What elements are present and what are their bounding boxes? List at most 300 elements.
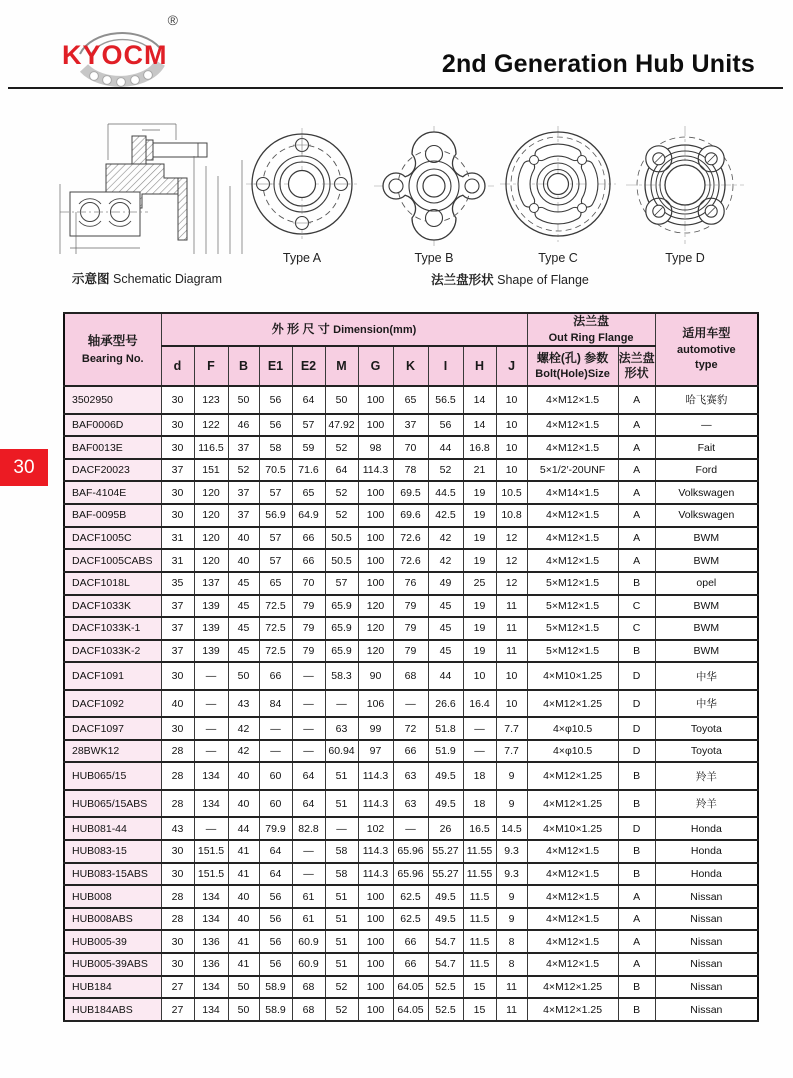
dim-cell: 60.9: [292, 930, 325, 953]
flange-shape-cell: A: [618, 527, 655, 550]
table-row: [64, 617, 758, 640]
dim-cell: 65.9: [325, 640, 358, 663]
dim-cell: 44.5: [428, 481, 463, 504]
flange-shape-header: 法兰盘 形状: [618, 346, 655, 386]
dim-cell: 47.92: [325, 414, 358, 437]
dim-cell: 60.9: [292, 953, 325, 976]
dim-cell: 52: [325, 481, 358, 504]
dim-cell: 45: [428, 595, 463, 618]
header-rule: [8, 87, 783, 89]
dim-cell: —: [259, 740, 292, 763]
dim-cell: 15: [463, 976, 496, 999]
dim-cell: 120: [194, 549, 228, 572]
dim-cell: 42: [428, 549, 463, 572]
dim-cell: 139: [194, 595, 228, 618]
flange-type-c-diagram: [500, 126, 616, 242]
automotive-type-cell: BWM: [655, 549, 758, 572]
flange-shape-cell: D: [618, 662, 655, 689]
dim-cell: 60.94: [325, 740, 358, 763]
automotive-type-cell: 哈飞赛豹: [655, 386, 758, 413]
table-row: [64, 930, 758, 953]
dim-cell: 136: [194, 930, 228, 953]
dim-cell: 66: [393, 740, 428, 763]
bearing-no-cell: DACF1033K-1: [64, 617, 161, 640]
dim-cell: 12: [496, 549, 527, 572]
automotive-type-cell: Ford: [655, 459, 758, 482]
dim-cell: 137: [194, 572, 228, 595]
bearing-no-cell: BAF-0095B: [64, 504, 161, 527]
dim-cell: 11.5: [463, 885, 496, 908]
dim-cell: 79: [292, 640, 325, 663]
automotive-type-cell: Nissan: [655, 930, 758, 953]
dim-cell: 70: [393, 436, 428, 459]
automotive-type-cell: BWM: [655, 617, 758, 640]
dim-cell: 37: [161, 617, 194, 640]
dim-cell: 9: [496, 908, 527, 931]
dim-cell: 68: [292, 976, 325, 999]
dim-cell: —: [325, 817, 358, 840]
dim-cell: 28: [161, 908, 194, 931]
flange-type-b-label: Type B: [414, 251, 454, 265]
flange-shape-cell: A: [618, 504, 655, 527]
dim-cell: 43: [228, 690, 259, 717]
dim-cell: 11: [496, 595, 527, 618]
dim-cell: 57: [259, 527, 292, 550]
dim-cell: 100: [358, 976, 393, 999]
bolt-size-header: 螺栓(孔) 参数 Bolt(Hole)Size: [527, 346, 618, 386]
dim-cell: 60: [259, 762, 292, 789]
dim-cell: 52.5: [428, 976, 463, 999]
dim-cell: 66: [292, 527, 325, 550]
dim-cell: 41: [228, 840, 259, 863]
dim-cell: 123: [194, 386, 228, 413]
dim-cell: 21: [463, 459, 496, 482]
dim-cell: 8: [496, 930, 527, 953]
bearing-no-cell: BAF0013E: [64, 436, 161, 459]
dim-cell: 43: [161, 817, 194, 840]
dim-cell: 11.55: [463, 840, 496, 863]
dim-cell: 56: [259, 930, 292, 953]
table-row: [64, 762, 758, 789]
dim-cell: 30: [161, 953, 194, 976]
dim-cell: 42: [228, 717, 259, 740]
table-row: [64, 527, 758, 550]
dim-cell: 41: [228, 930, 259, 953]
dim-cell: 100: [358, 572, 393, 595]
dim-cell: 37: [161, 640, 194, 663]
flange-shape-cell: D: [618, 817, 655, 840]
table-row: [64, 481, 758, 504]
flange-shape-cell: B: [618, 863, 655, 886]
dim-cell: 26: [428, 817, 463, 840]
dim-cell: 28: [161, 885, 194, 908]
dim-cell: 56: [259, 953, 292, 976]
bearing-no-cell: HUB083-15: [64, 840, 161, 863]
dim-cell: 30: [161, 863, 194, 886]
dim-cell: 16.5: [463, 817, 496, 840]
dim-cell: 114.3: [358, 790, 393, 817]
automotive-type-cell: Volkswagen: [655, 504, 758, 527]
dim-cell: 45: [228, 640, 259, 663]
dim-cell: 42: [428, 527, 463, 550]
kyocm-logo: [60, 12, 178, 92]
dim-cell: 58.9: [259, 976, 292, 999]
dim-cell: 40: [228, 527, 259, 550]
dim-cell: 15: [463, 998, 496, 1021]
dim-cell: 7.7: [496, 717, 527, 740]
dim-cell: 100: [358, 908, 393, 931]
dim-cell: 52: [325, 436, 358, 459]
table-row: [64, 863, 758, 886]
dim-cell: 51: [325, 885, 358, 908]
dim-cell: 9: [496, 790, 527, 817]
flange-shape-cell: C: [618, 617, 655, 640]
bolt-size-cell: 5×M12×1.5: [527, 640, 618, 663]
dim-cell: 100: [358, 414, 393, 437]
dim-cell: 30: [161, 717, 194, 740]
automotive-type-header: 适用车型 automotive type: [655, 313, 758, 386]
dim-cell: 63: [393, 762, 428, 789]
logo-text: KYOCM: [62, 40, 168, 70]
dim-cell: 35: [161, 572, 194, 595]
registered-trademark-mark: ®: [167, 12, 178, 28]
dim-cell: 61: [292, 885, 325, 908]
dim-cell: 64.05: [393, 998, 428, 1021]
bearing-no-cell: HUB184ABS: [64, 998, 161, 1021]
dim-cell: 54.7: [428, 930, 463, 953]
flange-shape-cell: B: [618, 976, 655, 999]
dim-cell: 37: [228, 504, 259, 527]
dim-cell: 44: [228, 817, 259, 840]
table-row: [64, 817, 758, 840]
dim-cell: 11: [496, 998, 527, 1021]
dim-cell: 54.7: [428, 953, 463, 976]
flange-shape-cell: B: [618, 572, 655, 595]
dim-cell: 51: [325, 953, 358, 976]
table-row: [64, 414, 758, 437]
bearing-no-cell: HUB008: [64, 885, 161, 908]
dim-cell: —: [292, 717, 325, 740]
automotive-type-cell: BWM: [655, 527, 758, 550]
dim-cell: 58.9: [259, 998, 292, 1021]
dim-cell: 45: [228, 595, 259, 618]
dim-cell: 27: [161, 976, 194, 999]
dim-cell: 56: [259, 414, 292, 437]
dim-cell: 31: [161, 549, 194, 572]
dim-cell: 49.5: [428, 885, 463, 908]
flange-shape-cell: B: [618, 790, 655, 817]
dim-cell: 71.6: [292, 459, 325, 482]
dim-cell: 70: [292, 572, 325, 595]
dim-cell: 65: [292, 481, 325, 504]
flange-shape-cell: B: [618, 840, 655, 863]
dim-cell: 40: [161, 690, 194, 717]
automotive-type-cell: Fait: [655, 436, 758, 459]
dim-cell: 30: [161, 840, 194, 863]
dim-cell: 27: [161, 998, 194, 1021]
dim-cell: —: [325, 690, 358, 717]
dim-cell: 50: [325, 386, 358, 413]
bearing-no-cell: DACF1033K-2: [64, 640, 161, 663]
dim-cell: 69.5: [393, 481, 428, 504]
dim-cell: 72.5: [259, 617, 292, 640]
flange-type-b-diagram: [374, 126, 494, 246]
table-row: [64, 976, 758, 999]
dim-cell: 37: [161, 459, 194, 482]
bolt-size-cell: 4×M12×1.5: [527, 414, 618, 437]
bearing-no-cell: DACF1033K: [64, 595, 161, 618]
dim-cell: 52: [325, 998, 358, 1021]
dim-cell: 19: [463, 595, 496, 618]
dim-cell: 64.05: [393, 976, 428, 999]
dim-cell: 30: [161, 504, 194, 527]
dim-cell: 57: [292, 414, 325, 437]
dim-cell: 66: [393, 930, 428, 953]
flange-shape-cell: A: [618, 953, 655, 976]
dim-cell: 49.5: [428, 790, 463, 817]
dim-cell: 11.5: [463, 908, 496, 931]
flange-shape-cell: B: [618, 640, 655, 663]
bearing-no-cell: DACF1092: [64, 690, 161, 717]
dim-cell: 10.8: [496, 504, 527, 527]
flange-shape-cell: D: [618, 717, 655, 740]
dim-cell: 65.96: [393, 863, 428, 886]
dim-cell: 26.6: [428, 690, 463, 717]
dim-col-header: I: [428, 346, 463, 386]
dim-cell: 64: [259, 840, 292, 863]
table-row: [64, 595, 758, 618]
dim-cell: 64.9: [292, 504, 325, 527]
flange-shape-cell: B: [618, 762, 655, 789]
flange-shape-cell: D: [618, 740, 655, 763]
bearing-no-cell: HUB005-39ABS: [64, 953, 161, 976]
bolt-size-cell: 4×M12×1.5: [527, 386, 618, 413]
bolt-size-cell: 4×M12×1.5: [527, 527, 618, 550]
flange-shape-cell: A: [618, 481, 655, 504]
flange-type-d-diagram: [626, 126, 744, 244]
dim-cell: 78: [393, 459, 428, 482]
bearing-no-cell: BAF-4104E: [64, 481, 161, 504]
dim-cell: 28: [161, 790, 194, 817]
table-row: [64, 998, 758, 1021]
dim-cell: 68: [292, 998, 325, 1021]
dim-cell: 37: [393, 414, 428, 437]
bolt-size-cell: 5×M12×1.5: [527, 617, 618, 640]
dim-cell: 90: [358, 662, 393, 689]
dim-cell: 11.5: [463, 953, 496, 976]
flange-type-a-diagram: [246, 128, 358, 240]
flange-shape-cell: A: [618, 549, 655, 572]
dim-cell: 64: [292, 762, 325, 789]
dim-cell: 45: [228, 617, 259, 640]
dim-cell: 10: [496, 690, 527, 717]
dim-cell: —: [194, 717, 228, 740]
dim-cell: 40: [228, 908, 259, 931]
dim-cell: 50: [228, 998, 259, 1021]
table-row: [64, 717, 758, 740]
bolt-size-cell: 4×M12×1.25: [527, 790, 618, 817]
dim-cell: 19: [463, 617, 496, 640]
bolt-size-cell: 4×M12×1.5: [527, 863, 618, 886]
dim-cell: 139: [194, 640, 228, 663]
dim-cell: 72.5: [259, 595, 292, 618]
table-row: [64, 690, 758, 717]
dim-cell: 37: [161, 595, 194, 618]
dim-cell: 14: [463, 386, 496, 413]
dim-cell: 56.5: [428, 386, 463, 413]
dim-cell: 49.5: [428, 762, 463, 789]
page-title: 2nd Generation Hub Units: [441, 50, 755, 78]
dim-cell: 79: [393, 595, 428, 618]
dim-cell: 10: [496, 436, 527, 459]
bearing-no-cell: HUB081-44: [64, 817, 161, 840]
dim-cell: 37: [228, 436, 259, 459]
dim-cell: 62.5: [393, 885, 428, 908]
bearing-no-cell: DACF1005C: [64, 527, 161, 550]
dim-cell: 79: [292, 617, 325, 640]
automotive-type-cell: 羚羊: [655, 790, 758, 817]
flange-shape-cell: D: [618, 690, 655, 717]
dim-cell: 11: [496, 640, 527, 663]
dim-cell: 60: [259, 790, 292, 817]
dim-cell: 9.3: [496, 863, 527, 886]
dim-cell: 19: [463, 504, 496, 527]
dim-cell: 45: [428, 640, 463, 663]
table-row: [64, 549, 758, 572]
flange-type-c-label: Type C: [538, 251, 578, 265]
dim-cell: 151.5: [194, 863, 228, 886]
bearing-no-cell: HUB065/15: [64, 762, 161, 789]
dim-cell: 46: [228, 414, 259, 437]
dim-cell: 52: [228, 459, 259, 482]
dim-cell: 120: [358, 617, 393, 640]
dim-cell: 51: [325, 908, 358, 931]
automotive-type-cell: 中华: [655, 662, 758, 689]
dim-cell: 8: [496, 953, 527, 976]
bolt-size-cell: 4×M12×1.25: [527, 690, 618, 717]
dim-cell: 65.9: [325, 617, 358, 640]
bolt-size-cell: 5×1/2′-20UNF: [527, 459, 618, 482]
bearing-no-cell: DACF20023: [64, 459, 161, 482]
schematic-caption: 示意图 Schematic Diagram: [72, 272, 223, 286]
dim-cell: 72.5: [259, 640, 292, 663]
dim-cell: 49.5: [428, 908, 463, 931]
dim-cell: 114.3: [358, 863, 393, 886]
dim-cell: 56: [259, 908, 292, 931]
dim-cell: 10: [496, 414, 527, 437]
dim-cell: 41: [228, 953, 259, 976]
automotive-type-cell: —: [655, 414, 758, 437]
dim-cell: 100: [358, 953, 393, 976]
bolt-size-cell: 4×M12×1.25: [527, 762, 618, 789]
dim-cell: 114.3: [358, 459, 393, 482]
dim-cell: 45: [228, 572, 259, 595]
dim-cell: 9: [496, 885, 527, 908]
dim-col-header: F: [194, 346, 228, 386]
bearing-no-cell: DACF1091: [64, 662, 161, 689]
bearing-no-cell: HUB065/15ABS: [64, 790, 161, 817]
dim-cell: 100: [358, 504, 393, 527]
dim-cell: 61: [292, 908, 325, 931]
dim-cell: —: [194, 690, 228, 717]
dim-cell: 84: [259, 690, 292, 717]
flange-shape-cell: A: [618, 414, 655, 437]
dim-cell: 56: [428, 414, 463, 437]
dim-cell: 30: [161, 414, 194, 437]
dim-cell: 42: [228, 740, 259, 763]
dim-cell: 97: [358, 740, 393, 763]
dim-cell: 51.9: [428, 740, 463, 763]
dim-cell: 72.6: [393, 527, 428, 550]
dim-cell: 11: [496, 617, 527, 640]
flange-shape-cell: A: [618, 930, 655, 953]
flange-shape-cell: A: [618, 459, 655, 482]
bolt-size-cell: 4×M12×1.5: [527, 840, 618, 863]
dim-cell: 19: [463, 527, 496, 550]
dim-cell: 19: [463, 549, 496, 572]
table-row: [64, 885, 758, 908]
dim-cell: 64: [259, 863, 292, 886]
dim-cell: 55.27: [428, 863, 463, 886]
bolt-size-cell: 4×M12×1.5: [527, 885, 618, 908]
dim-cell: 116.5: [194, 436, 228, 459]
dim-cell: 120: [194, 527, 228, 550]
dim-cell: 56: [259, 386, 292, 413]
automotive-type-cell: Nissan: [655, 976, 758, 999]
bolt-size-cell: 5×M12×1.5: [527, 572, 618, 595]
dim-cell: 76: [393, 572, 428, 595]
bolt-size-cell: 4×φ10.5: [527, 740, 618, 763]
dim-cell: 65: [259, 572, 292, 595]
bearing-no-cell: HUB184: [64, 976, 161, 999]
dim-col-header: J: [496, 346, 527, 386]
table-row: [64, 908, 758, 931]
automotive-type-cell: BWM: [655, 595, 758, 618]
dim-cell: 65.9: [325, 595, 358, 618]
flange-shape-cell: B: [618, 998, 655, 1021]
dim-cell: 100: [358, 549, 393, 572]
dim-cell: 59: [292, 436, 325, 459]
flange-shape-cell: A: [618, 885, 655, 908]
bolt-size-cell: 4×M12×1.5: [527, 953, 618, 976]
dim-cell: 58: [259, 436, 292, 459]
bearing-no-cell: DACF1018L: [64, 572, 161, 595]
dim-cell: 30: [161, 662, 194, 689]
automotive-type-cell: 羚羊: [655, 762, 758, 789]
dim-cell: 56: [259, 885, 292, 908]
bolt-size-cell: 4×M12×1.5: [527, 908, 618, 931]
table-row: [64, 459, 758, 482]
bolt-size-cell: 4×M12×1.5: [527, 504, 618, 527]
dim-cell: 102: [358, 817, 393, 840]
dim-cell: 51.8: [428, 717, 463, 740]
dim-cell: 50.5: [325, 549, 358, 572]
dim-cell: 79: [393, 640, 428, 663]
dim-cell: 52: [325, 504, 358, 527]
dim-cell: 72.6: [393, 549, 428, 572]
dim-cell: 114.3: [358, 840, 393, 863]
dim-cell: 50: [228, 976, 259, 999]
dim-cell: 49: [428, 572, 463, 595]
dim-cell: 10: [496, 662, 527, 689]
automotive-type-cell: opel: [655, 572, 758, 595]
dim-cell: 52.5: [428, 998, 463, 1021]
dim-cell: 57: [325, 572, 358, 595]
dim-cell: 11.55: [463, 863, 496, 886]
dim-cell: 134: [194, 976, 228, 999]
dim-cell: 10.5: [496, 481, 527, 504]
dim-cell: —: [292, 740, 325, 763]
